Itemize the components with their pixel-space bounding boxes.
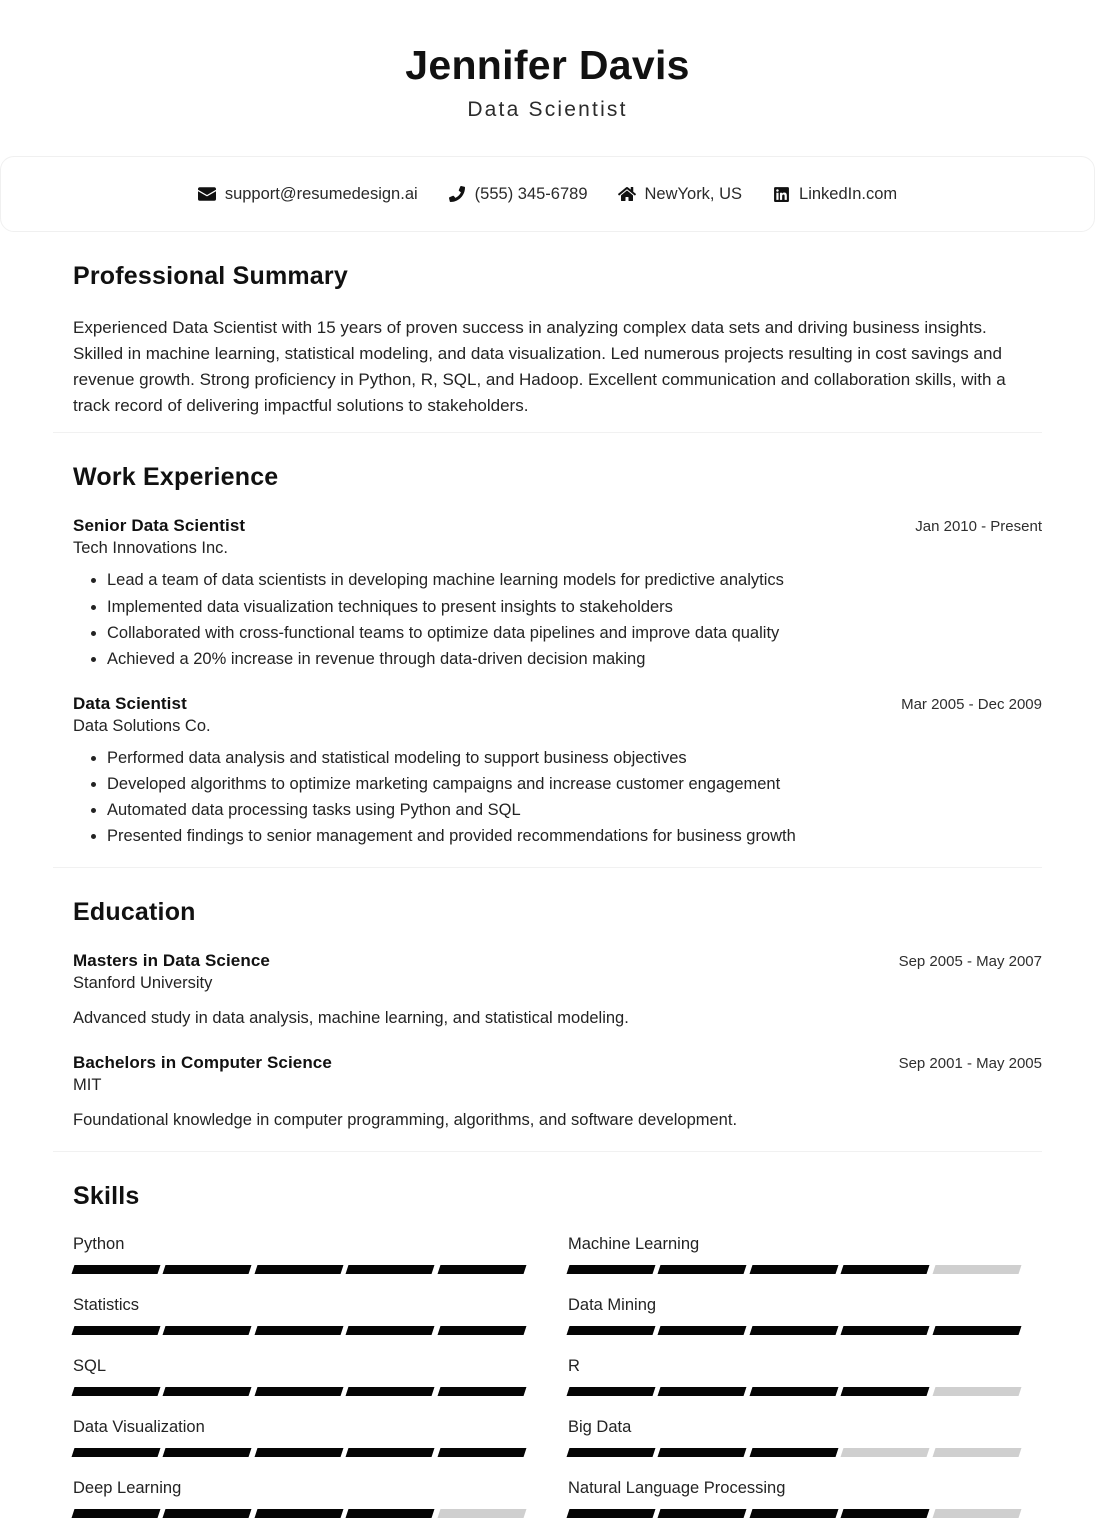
skill-level-segment (72, 1387, 161, 1396)
skill-level-segment (658, 1326, 747, 1335)
work-entry-org: Tech Innovations Inc. (73, 539, 229, 558)
contact-email-label: support@resumedesign.ai (224, 184, 418, 203)
section-work-experience (53, 432, 1042, 867)
skill-level-bar (73, 1509, 525, 1518)
contact-location-label: NewYork, US (644, 184, 743, 203)
skill-level-segment (254, 1387, 343, 1396)
work-entry-org: Data Solutions Co. (73, 716, 211, 735)
work-entry-head (73, 694, 1042, 714)
work-entry-dates: Jan 2010 - Present (915, 518, 1042, 536)
envelope-icon (198, 185, 217, 204)
skill-level-segment (437, 1448, 526, 1457)
skill-level-segment (658, 1509, 747, 1518)
section-skills (53, 1151, 1042, 1536)
skill-level-bar (568, 1326, 1020, 1335)
skill-level-bar (568, 1509, 1020, 1518)
skill-item (73, 1235, 528, 1296)
contact-items (198, 185, 897, 204)
work-bullet: • Implemented data visualization techniques to present insights to stakeholders (107, 595, 1042, 620)
education-entry-description: Advanced study in data analysis, machine learning, and statistical modeling. (73, 1009, 629, 1028)
skill-level-segment (932, 1387, 1021, 1396)
skill-level-segment (567, 1387, 656, 1396)
skill-level-segment (932, 1448, 1021, 1457)
skill-level-segment (163, 1265, 252, 1274)
skill-label: Deep Learning (73, 1478, 182, 1497)
contact-location[interactable] (618, 185, 743, 204)
skill-level-segment (749, 1448, 838, 1457)
resume-body (0, 232, 1095, 1536)
skill-level-segment (567, 1448, 656, 1457)
section-title-work: Work Experience (73, 463, 279, 492)
skill-label: Python (73, 1234, 125, 1253)
work-entry-role: Data Scientist (73, 693, 187, 713)
skill-label: Statistics (73, 1295, 140, 1314)
skill-item (568, 1235, 1023, 1296)
home-icon (618, 185, 637, 204)
skill-level-segment (932, 1265, 1021, 1274)
skill-level-segment (567, 1265, 656, 1274)
skill-level-bar (73, 1265, 525, 1274)
work-bullet: • Presented findings to senior management and provided recommendations for business growth (107, 824, 1042, 849)
skill-level-segment (658, 1448, 747, 1457)
candidate-job-title: Data Scientist (467, 98, 628, 122)
education-entry-school: Stanford University (73, 974, 213, 993)
contact-email[interactable] (198, 185, 418, 204)
work-entry-head (73, 516, 1042, 536)
linkedin-icon (772, 185, 791, 204)
skill-level-segment (163, 1509, 252, 1518)
skill-label: Machine Learning (568, 1234, 700, 1253)
skill-level-segment (932, 1509, 1021, 1518)
skill-level-bar (73, 1387, 525, 1396)
skill-level-segment (658, 1387, 747, 1396)
section-title-summary: Professional Summary (73, 262, 348, 291)
skill-level-segment (567, 1326, 656, 1335)
education-entry-degree: Bachelors in Computer Science (73, 1053, 332, 1072)
skill-level-segment (72, 1509, 161, 1518)
skill-level-segment (749, 1387, 838, 1396)
work-entry-bullets (73, 746, 1042, 849)
skill-label: Data Mining (568, 1295, 657, 1314)
work-entry-bullets (73, 568, 1042, 671)
skill-level-segment (841, 1387, 930, 1396)
work-bullet: • Collaborated with cross-functional teams to optimize data pipelines and improve data quality (107, 621, 1042, 646)
skill-item (568, 1418, 1023, 1479)
skill-level-segment (749, 1326, 838, 1335)
skill-level-segment (749, 1265, 838, 1274)
skill-level-segment (932, 1326, 1021, 1335)
skill-level-segment (346, 1448, 435, 1457)
section-professional-summary (53, 232, 1042, 432)
resume-header (0, 0, 1095, 148)
education-entry-degree: Masters in Data Science (73, 951, 270, 971)
education-entry-dates: Sep 2005 - May 2007 (898, 953, 1042, 971)
skill-level-segment (254, 1326, 343, 1335)
skill-level-segment (72, 1265, 161, 1274)
work-bullet: • Achieved a 20% increase in revenue through data-driven decision making (107, 647, 1042, 672)
candidate-name: Jennifer Davis (405, 42, 690, 88)
section-title-education: Education (73, 898, 196, 927)
education-entry-head (73, 951, 1042, 971)
contact-phone-label: (555) 345-6789 (474, 184, 588, 203)
section-education (53, 867, 1042, 1151)
work-bullet: • Performed data analysis and statistical modeling to support business objectives (107, 746, 1042, 771)
skill-level-segment (163, 1387, 252, 1396)
contact-bar (0, 156, 1095, 232)
skill-label: Big Data (568, 1417, 632, 1436)
skill-level-segment (163, 1448, 252, 1457)
skill-level-segment (346, 1265, 435, 1274)
skill-item (73, 1296, 528, 1357)
skill-level-segment (163, 1326, 252, 1335)
work-entry-role: Senior Data Scientist (73, 516, 246, 536)
contact-linkedin-label: LinkedIn.com (799, 184, 898, 203)
skill-level-segment (346, 1326, 435, 1335)
skill-label: Data Visualization (73, 1417, 205, 1436)
summary-text: Experienced Data Scientist with 15 years of proven success in analyzing complex data sets and driving business insights. Skilled in machine learning, statistical modeling, and data visualization. Led numerous projects resulting in cost savings and revenue growth. Strong proficiency in Python, R, SQL, and Hadoop. Excellent communication and collaboration skills, with a track record of delivering impactful solutions to stakeholders. (73, 318, 1006, 415)
skill-level-segment (437, 1509, 526, 1518)
skill-level-segment (437, 1387, 526, 1396)
skill-level-segment (841, 1265, 930, 1274)
skill-level-segment (658, 1265, 747, 1274)
education-entry (73, 1053, 1042, 1133)
work-entry (73, 516, 1042, 671)
work-entry-dates: Mar 2005 - Dec 2009 (901, 695, 1042, 713)
skill-level-segment (346, 1387, 435, 1396)
skill-item (568, 1357, 1023, 1418)
skill-level-bar (568, 1448, 1020, 1457)
skill-level-segment (254, 1509, 343, 1518)
skill-label: SQL (73, 1356, 107, 1375)
skill-level-bar (73, 1326, 525, 1335)
skill-level-segment (254, 1265, 343, 1274)
skill-level-segment (254, 1448, 343, 1457)
skill-level-segment (841, 1326, 930, 1335)
skill-level-segment (841, 1509, 930, 1518)
skill-label: R (568, 1356, 580, 1375)
skill-item (73, 1479, 528, 1536)
education-entry-school: MIT (73, 1076, 102, 1094)
phone-icon (448, 185, 467, 204)
skill-level-bar (568, 1265, 1020, 1274)
education-entry-description: Foundational knowledge in computer programming, algorithms, and software development. (73, 1111, 738, 1129)
skill-level-segment (749, 1509, 838, 1518)
skill-level-segment (72, 1448, 161, 1457)
skill-level-bar (73, 1448, 525, 1457)
skill-label: Natural Language Processing (568, 1478, 786, 1497)
skill-level-segment (437, 1326, 526, 1335)
work-bullet: • Developed algorithms to optimize marketing campaigns and increase customer engagement (107, 772, 1042, 797)
education-entry-dates: Sep 2001 - May 2005 (898, 1055, 1042, 1072)
skill-level-segment (346, 1509, 435, 1518)
contact-phone[interactable] (448, 185, 588, 204)
work-bullet: • Automated data processing tasks using Python and SQL (107, 798, 1042, 823)
skill-level-bar (568, 1387, 1020, 1396)
skill-level-segment (567, 1509, 656, 1518)
skill-level-segment (437, 1265, 526, 1274)
section-title-skills: Skills (73, 1181, 140, 1210)
skills-grid (73, 1235, 1042, 1536)
education-entry (73, 951, 1042, 1031)
work-bullet: • Lead a team of data scientists in developing machine learning models for predictive analytics (107, 568, 1042, 593)
contact-linkedin[interactable] (772, 185, 897, 204)
skill-level-segment (841, 1448, 930, 1457)
skill-item (568, 1479, 1023, 1536)
skill-item (568, 1296, 1023, 1357)
education-entry-head (73, 1053, 1042, 1073)
skill-level-segment (72, 1326, 161, 1335)
work-entry (73, 694, 1042, 849)
skill-item (73, 1418, 528, 1479)
skill-item (73, 1357, 528, 1418)
